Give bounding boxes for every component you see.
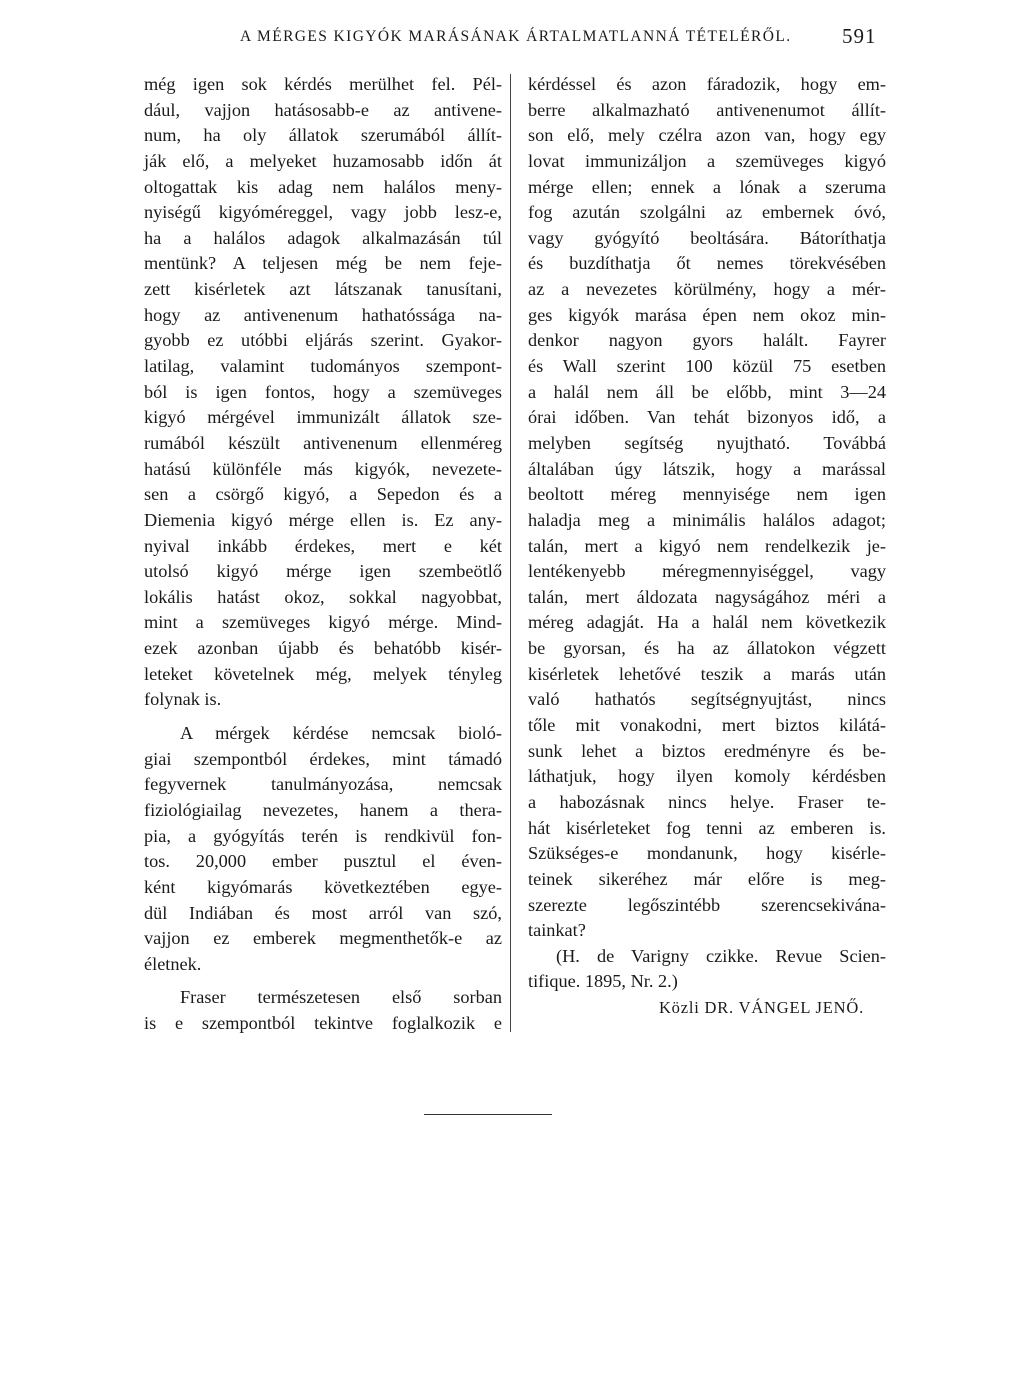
text-line: ges kigyók marása épen nem okoz min- [528, 304, 886, 325]
text-line: nyival inkább érdekes, mert e két [144, 535, 502, 556]
text-line: melyben segítség nyujtható. Továbbá [528, 432, 886, 453]
paragraph-gap [144, 713, 502, 721]
text-line: Diemenia kigyó mérge ellen is. Ez any- [144, 509, 502, 530]
text-line: denkor nagyon gyors halált. Fayrer [528, 330, 886, 351]
text-line: a habozásnak nincs helye. Fraser te- [528, 791, 886, 812]
text-line: hogy az antivenenum hathatóssága na- [144, 304, 502, 325]
text-line: órai időben. Van tehát bizonyos idő, a [528, 407, 886, 428]
text-line: ból is igen fontos, hogy a szemüveges [144, 381, 502, 402]
text-line: láthatjuk, hogy ilyen komoly kérdésben [528, 766, 886, 787]
signature-line: Közli DR. VÁNGEL JENŐ. [658, 998, 864, 1018]
text-line: son elő, mely czélra azon van, hogy egy [528, 125, 886, 146]
left-column [144, 72, 502, 1037]
text-line: az a nevezetes körülmény, hogy a mér- [528, 279, 886, 300]
text-line: Fraser természetesen első sorban [180, 987, 502, 1008]
text-line: is e szempontból tekintve foglalkozik e [144, 1013, 502, 1034]
text-line: giai szempontból érdekes, mint támadó [144, 748, 502, 769]
text-line: nyiségű kigyóméreggel, vagy jobb lesz-e, [144, 202, 502, 223]
text-line: lovat immunizáljon a szemüveges kigyó [528, 150, 886, 171]
text-line: pia, a gyógyítás terén is rendkivül fon- [144, 825, 502, 846]
text-line: haladja meg a minimális halálos adagot; [528, 509, 886, 530]
running-title: A MÉRGES KIGYÓK MARÁSÁNAK ÁRTALMATLANNÁ TÉTELÉRŐL. [240, 28, 792, 45]
text-line: dül Indiában és most arról van szó, [144, 902, 502, 923]
text-line: latilag, valamint tudományos szempont- [144, 356, 502, 377]
text-line: tos. 20,000 ember pusztul el éven- [144, 851, 502, 872]
text-line: sen a csörgő kigyó, a Sepedon és a [144, 484, 502, 505]
text-line: lokális hatást okoz, sokkal nagyobbat, [144, 586, 502, 607]
text-line: fog azután szolgálni az embernek óvó, [528, 202, 886, 223]
text-line: mint a szemüveges kigyó mérge. Mind- [144, 612, 502, 633]
text-line: szerezte legőszintébb szerencsekivána- [528, 894, 886, 915]
text-line: és Wall szerint 100 közül 75 esetben [528, 356, 886, 377]
text-line: fegyvernek tanulmányozása, nemcsak [144, 774, 502, 795]
text-line: folynak is. [144, 689, 222, 710]
text-line: talán, mert áldozata nagyságához méri a [528, 586, 886, 607]
text-line: való hathatós segítségnyujtást, nincs [528, 689, 886, 710]
text-line: ha a halálos adagok alkalmazásán túl [144, 227, 502, 248]
text-line: még igen sok kérdés merülhet fel. Pél- [144, 74, 502, 94]
text-line: (H. de Varigny czikke. Revue Scien- [556, 945, 886, 966]
text-line: életnek. [144, 953, 202, 974]
text-line: leteket követelnek még, melyek tényleg [144, 663, 502, 684]
text-line: Szükséges-e mondanunk, hogy kisérle- [528, 843, 886, 864]
text-line: kérdéssel és azon fáradozik, hogy em- [528, 74, 886, 94]
text-line: kigyó mérgével immunizált állatok sze- [144, 407, 502, 428]
text-line: A mérgek kérdése nemcsak bioló- [180, 723, 502, 744]
paragraph-gap [144, 977, 502, 985]
text-line: mérge ellen; ennek a lónak a szeruma [528, 176, 886, 197]
text-line: vagy gyógyító beoltására. Bátoríthatja [528, 227, 886, 248]
text-line: num, ha oly állatok szerumából állít- [144, 125, 502, 146]
text-line: tőle mit vonakodni, mert biztos kilátá- [528, 715, 886, 736]
text-line: vajjon ez emberek megmenthetők-e az [144, 928, 502, 949]
text-line: a halál nem áll be előbb, mint 3—24 [528, 381, 886, 402]
text-line: általában úgy látszik, hogy a marással [528, 458, 886, 479]
text-line: beoltott méreg mennyisége nem igen [528, 484, 886, 505]
text-line: ként kigyómarás következtében egye- [144, 876, 502, 897]
text-line: és buzdíthatja őt nemes törekvésében [528, 253, 886, 274]
column-divider [510, 74, 511, 1032]
text-line: dául, vajjon hatásosabb-e az antivene- [144, 99, 502, 120]
text-line: ják elő, a melyeket huzamosabb időn át [144, 150, 502, 171]
text-line: zett kisérletek azt látszanak tanusítani, [144, 279, 502, 300]
text-line: gyobb ez utóbbi eljárás szerint. Gyakor- [144, 330, 502, 351]
text-line: teinek sikeréhez már előre is meg- [528, 868, 886, 889]
text-line: tainkat? [528, 920, 586, 941]
text-line: be gyorsan, és ha az állatokon végzett [528, 638, 886, 659]
text-line: hát kisérleteket fog tenni az emberen is. [528, 817, 886, 838]
text-line: méreg adagját. Ha a halál nem következik [528, 612, 886, 633]
text-line: utolsó kigyó mérge igen szembeötlő [144, 561, 502, 582]
text-line: hatású különféle más kigyók, nevezete- [144, 458, 502, 479]
text-line: fiziológiailag nevezetes, hanem a thera- [144, 799, 502, 820]
text-line: mentünk? A teljesen még be nem feje- [144, 253, 502, 274]
text-line: rumából készült antivenenum ellenméreg [144, 432, 502, 453]
text-line: berre alkalmazható antivenenumot állít- [528, 99, 886, 120]
page-number: 591 [842, 24, 877, 48]
right-column [528, 72, 886, 1021]
text-line: talán, mert a kigyó nem rendelkezik je- [528, 535, 886, 556]
text-line: ezek azonban újabb és behatóbb kisér- [144, 638, 502, 659]
text-line: oltogattak kis adag nem halálos meny- [144, 176, 502, 197]
text-line: sunk lehet a biztos eredményre és be- [528, 740, 886, 761]
text-line: kisérletek lehetővé teszik a marás után [528, 663, 886, 684]
text-line: tifique. 1895, Nr. 2.) [528, 971, 678, 992]
footer-rule [424, 1114, 552, 1115]
text-line: lentékenyebb méregmennyiséggel, vagy [528, 561, 886, 582]
